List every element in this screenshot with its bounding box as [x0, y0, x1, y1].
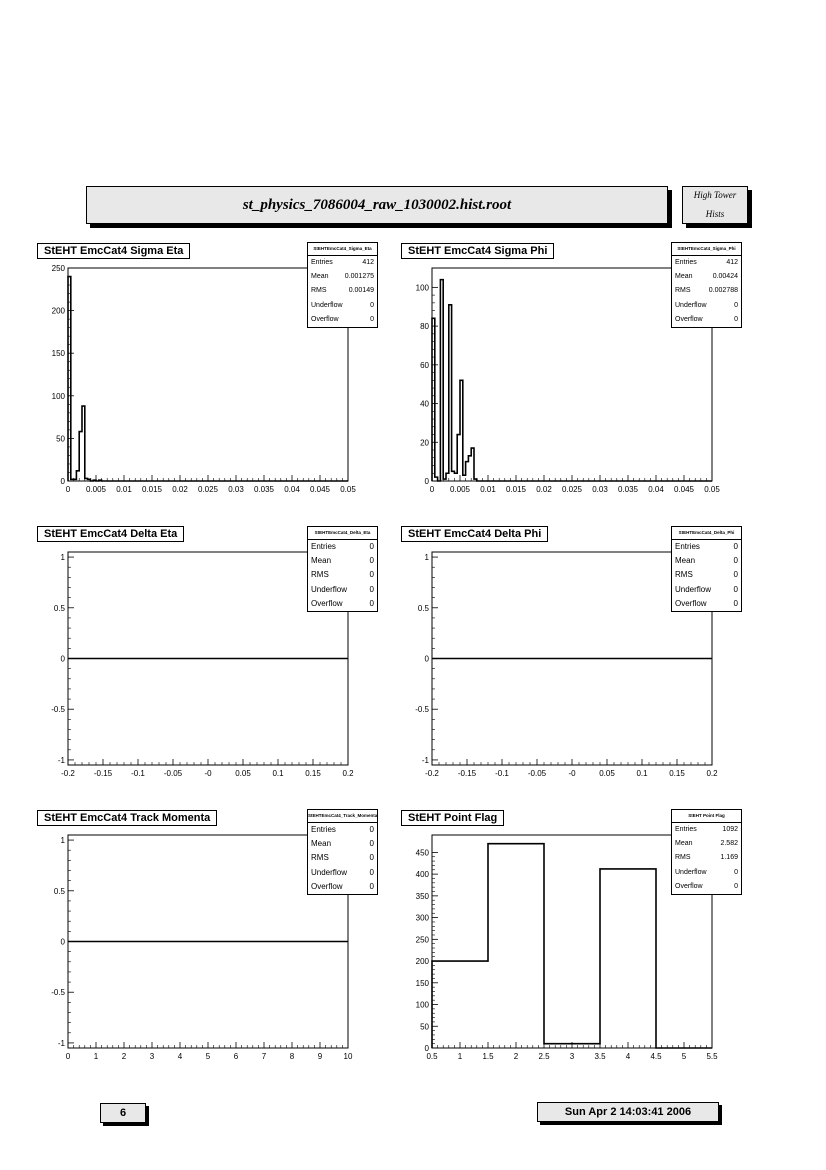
x-tick-label: 0.05 [599, 769, 615, 778]
histogram-bin [600, 869, 656, 1048]
stats-value: 0 [369, 825, 374, 834]
stats-row [308, 583, 377, 597]
stats-value: 0 [369, 542, 374, 551]
x-tick-label: 0.2 [706, 769, 718, 778]
x-tick-label: 0.05 [704, 485, 720, 494]
x-tick-label: 0.045 [309, 485, 331, 494]
stats-label: RMS [675, 854, 691, 862]
x-tick-label: 9 [317, 1052, 323, 1061]
stats-label: Entries [311, 259, 333, 266]
y-tick-label: 250 [415, 935, 429, 945]
y-tick-label: 50 [420, 1022, 429, 1032]
x-tick-label: 0.005 [449, 485, 471, 494]
stats-box [671, 242, 742, 328]
y-tick-label: 40 [420, 399, 429, 409]
x-tick-label: 10 [343, 1052, 353, 1061]
stats-label: RMS [311, 287, 327, 295]
stats-label: Mean [311, 556, 332, 566]
y-tick-label: 80 [420, 322, 429, 332]
y-tick-label: 450 [415, 848, 429, 858]
stats-label: Mean [311, 273, 329, 281]
x-tick-label: -0.2 [61, 769, 75, 778]
stats-row [672, 880, 741, 894]
stats-value: 0.00149 [348, 287, 374, 295]
x-tick-label: -0.15 [93, 769, 113, 778]
stats-value: 0 [370, 301, 374, 309]
y-tick-label: 0.5 [53, 886, 65, 896]
x-tick-label: -0.05 [527, 769, 547, 778]
stats-row [672, 597, 741, 611]
x-tick-label: 8 [289, 1052, 295, 1061]
x-tick-label: 0.15 [305, 769, 321, 778]
panel-title: StEHT EmcCat4 Sigma Phi [401, 243, 554, 259]
histogram-outline [68, 277, 348, 481]
stats-value: 0 [734, 315, 738, 323]
x-tick-label: 0.1 [636, 769, 648, 778]
stats-value: 0 [734, 301, 738, 309]
y-tick-label: 60 [420, 360, 429, 370]
y-tick-label: 200 [415, 957, 429, 967]
y-tick-label: 150 [415, 978, 429, 988]
stats-row [308, 540, 377, 554]
x-tick-label: 6 [233, 1052, 239, 1061]
x-tick-label: -0 [204, 769, 212, 778]
stats-row [672, 837, 741, 851]
stats-row [308, 256, 377, 270]
x-tick-label: 0.2 [342, 769, 354, 778]
stats-name: StEHTEmcCat4_Sigma_Eta [308, 243, 377, 256]
stats-label: Entries [675, 542, 700, 551]
stats-label: Overflow [311, 881, 343, 891]
x-tick-label: 0.015 [505, 485, 527, 494]
stats-label: Entries [311, 542, 336, 551]
stats-label: Overflow [311, 315, 339, 323]
stats-row [308, 284, 377, 298]
stats-label: Underflow [311, 867, 348, 877]
x-tick-label: 5 [681, 1052, 687, 1061]
panel-title: StEHT EmcCat4 Track Momenta [37, 810, 217, 826]
x-tick-label: 5 [205, 1052, 211, 1061]
y-tick-label: 0.5 [417, 603, 429, 613]
stats-value: 0 [370, 315, 374, 323]
stats-row [308, 823, 377, 837]
stats-value: 0 [369, 853, 374, 863]
stats-box [307, 526, 378, 612]
stats-label: Underflow [675, 584, 712, 594]
stats-value: 0 [369, 584, 374, 594]
stats-value: 0 [369, 598, 374, 608]
stats-row [672, 299, 741, 313]
stats-box [307, 809, 378, 895]
y-tick-label: 100 [415, 283, 429, 293]
y-tick-label: 0 [424, 1044, 429, 1053]
y-tick-label: 350 [415, 891, 429, 901]
x-tick-label: 0.035 [617, 485, 639, 494]
stats-value: 0 [369, 556, 374, 566]
x-tick-label: 0.035 [253, 485, 275, 494]
histogram-bin [488, 844, 544, 1048]
stats-label: Mean [675, 273, 693, 281]
x-tick-label: 0.005 [85, 485, 107, 494]
y-tick-label: -0.5 [415, 705, 429, 715]
stats-label: Mean [675, 556, 696, 566]
stats-value: 0 [733, 584, 738, 594]
stats-label: Overflow [675, 598, 707, 608]
stats-label: RMS [675, 570, 693, 580]
stats-value: 1.169 [720, 854, 738, 862]
stats-name: StEHTEmcCat4_Sigma_Phi [672, 243, 741, 256]
x-tick-label: 3 [569, 1052, 575, 1061]
x-tick-label: -0.15 [457, 769, 477, 778]
x-tick-label: 0.05 [340, 485, 356, 494]
stats-box [307, 242, 378, 328]
stats-row [672, 866, 741, 880]
x-tick-label: 5.5 [706, 1052, 718, 1061]
stats-label: RMS [675, 287, 691, 295]
stats-value: 0 [369, 570, 374, 580]
stats-value: 2.582 [720, 840, 738, 848]
stats-row [308, 880, 377, 894]
x-tick-label: -0.05 [163, 769, 183, 778]
x-tick-label: 0.025 [561, 485, 583, 494]
stats-row [672, 583, 741, 597]
x-tick-label: 0.04 [284, 485, 300, 494]
x-tick-label: 1 [93, 1052, 99, 1061]
y-tick-label: 400 [415, 870, 429, 880]
histogram-bin [454, 473, 457, 481]
y-tick-label: 200 [51, 306, 65, 316]
y-tick-label: 1 [424, 553, 429, 563]
stats-label: RMS [311, 570, 329, 580]
x-tick-label: 1 [457, 1052, 463, 1061]
x-tick-label: 3.5 [594, 1052, 606, 1061]
stats-value: 0 [733, 542, 738, 551]
stats-box [671, 809, 742, 895]
stats-label: Underflow [311, 301, 343, 309]
y-tick-label: 0 [424, 477, 429, 486]
y-tick-label: 50 [56, 434, 65, 444]
plot-frame [432, 835, 712, 1048]
stats-row [308, 313, 377, 327]
y-tick-label: 0 [60, 477, 65, 486]
stats-value: 0.001275 [344, 273, 374, 281]
x-tick-label: 0.5 [426, 1052, 438, 1061]
stats-name: StEHTEmcCat4_Delta_Phi [672, 527, 741, 540]
stats-value: 412 [726, 259, 738, 266]
stats-label: Entries [675, 826, 697, 833]
y-tick-label: 100 [51, 391, 65, 401]
stats-value: 0 [733, 598, 738, 608]
y-tick-label: -1 [57, 755, 65, 765]
x-tick-label: 0.03 [592, 485, 608, 494]
histogram-bin [463, 475, 466, 481]
x-tick-label: 0.01 [480, 485, 496, 494]
stats-label: Mean [675, 840, 693, 848]
stats-value: 0 [733, 570, 738, 580]
stats-row [308, 597, 377, 611]
x-tick-label: 4 [177, 1052, 183, 1061]
page-number: 6 [100, 1103, 146, 1123]
x-tick-label: 0 [65, 485, 71, 494]
panel-title: StEHT EmcCat4 Delta Eta [37, 526, 184, 542]
histogram-outline [432, 280, 712, 481]
x-tick-label: 4 [625, 1052, 631, 1061]
stats-label: Overflow [675, 882, 703, 890]
y-tick-label: 150 [51, 349, 65, 359]
x-tick-label: -0.2 [425, 769, 439, 778]
stats-value: 0 [734, 882, 738, 890]
stats-row [308, 866, 377, 880]
y-tick-label: 300 [415, 913, 429, 923]
histogram-outline [432, 844, 712, 1048]
x-tick-label: 1.5 [482, 1052, 494, 1061]
plot-frame [68, 268, 348, 481]
x-tick-label: -0.1 [495, 769, 509, 778]
x-tick-label: 0.015 [141, 485, 163, 494]
x-tick-label: 3 [149, 1052, 155, 1061]
x-tick-label: -0 [568, 769, 576, 778]
stats-value: 0.002788 [708, 287, 738, 295]
stats-value: 412 [362, 259, 374, 266]
stats-value: 0 [369, 867, 374, 877]
y-tick-label: 100 [415, 1000, 429, 1010]
x-tick-label: 0.1 [272, 769, 284, 778]
stats-label: Underflow [675, 301, 707, 309]
stats-value: 0.00424 [712, 273, 738, 281]
y-tick-label: 0 [60, 937, 65, 947]
y-tick-label: 1 [60, 836, 65, 846]
x-tick-label: 0.045 [673, 485, 695, 494]
stats-value: 0 [733, 556, 738, 566]
stats-row [672, 554, 741, 568]
stats-row [308, 270, 377, 284]
y-tick-label: 0 [424, 654, 429, 664]
stats-value: 0 [369, 839, 374, 849]
x-tick-label: 4.5 [650, 1052, 662, 1061]
panel-title: StEHT Point Flag [401, 810, 504, 826]
x-tick-label: 0.02 [172, 485, 188, 494]
stats-row [672, 540, 741, 554]
x-tick-label: 0.03 [228, 485, 244, 494]
file-title-text: st_physics_7086004_raw_1030002.hist.root [242, 196, 512, 213]
date-stamp: Sun Apr 2 14:03:41 2006 [537, 1102, 719, 1122]
x-tick-label: 0.02 [536, 485, 552, 494]
x-tick-label: 0.05 [235, 769, 251, 778]
stats-row [672, 313, 741, 327]
stats-row [308, 851, 377, 865]
panel-title: StEHT EmcCat4 Sigma Eta [37, 243, 190, 259]
x-tick-label: 7 [261, 1052, 267, 1061]
stats-name: StEHTEmcCat4_Track_Momenta [308, 810, 377, 823]
stats-label: Entries [311, 825, 336, 834]
stats-label: Underflow [675, 868, 707, 876]
stats-label: Overflow [675, 315, 703, 323]
y-tick-label: -1 [57, 1038, 65, 1048]
stats-label: RMS [311, 853, 329, 863]
x-tick-label: 0.15 [669, 769, 685, 778]
stats-row [672, 256, 741, 270]
stats-row [672, 568, 741, 582]
y-tick-label: -0.5 [51, 988, 65, 998]
stats-row [308, 299, 377, 313]
stats-row [308, 554, 377, 568]
x-tick-label: 2 [513, 1052, 519, 1061]
y-tick-label: 20 [420, 438, 429, 448]
y-tick-label: -0.5 [51, 705, 65, 715]
x-tick-label: -0.1 [131, 769, 145, 778]
ht-line2: Hists [705, 209, 725, 219]
stats-label: Entries [675, 259, 697, 266]
y-tick-label: 0.5 [53, 603, 65, 613]
stats-box [671, 526, 742, 612]
stats-value: 0 [369, 881, 374, 891]
file-title [86, 186, 668, 224]
stats-name: StEHTEmcCat4_Delta_Eta [308, 527, 377, 540]
y-tick-label: 0 [60, 654, 65, 664]
stats-row [672, 823, 741, 837]
stats-row [308, 837, 377, 851]
stats-label: Overflow [311, 598, 343, 608]
x-tick-label: 0.04 [648, 485, 664, 494]
histogram-bin [432, 961, 488, 1048]
y-tick-label: 250 [51, 264, 65, 273]
y-tick-label: 1 [60, 553, 65, 563]
x-tick-label: 2 [121, 1052, 127, 1061]
stats-row [672, 851, 741, 865]
stats-row [672, 270, 741, 284]
stats-row [308, 568, 377, 582]
x-tick-label: 0.01 [116, 485, 132, 494]
stats-value: 1092 [722, 826, 738, 833]
x-tick-label: 0 [429, 485, 435, 494]
stats-row [672, 284, 741, 298]
stats-label: Mean [311, 839, 332, 849]
stats-value: 0 [734, 868, 738, 876]
ht-line1: High Tower [693, 190, 737, 200]
stats-name: StEHT Point Flag [672, 810, 741, 823]
x-tick-label: 2.5 [538, 1052, 550, 1061]
panel-title: StEHT EmcCat4 Delta Phi [401, 526, 548, 542]
high-tower-hists-label [682, 186, 748, 224]
y-tick-label: -1 [421, 755, 429, 765]
x-tick-label: 0 [65, 1052, 71, 1061]
x-tick-label: 0.025 [197, 485, 219, 494]
stats-label: Underflow [311, 584, 348, 594]
